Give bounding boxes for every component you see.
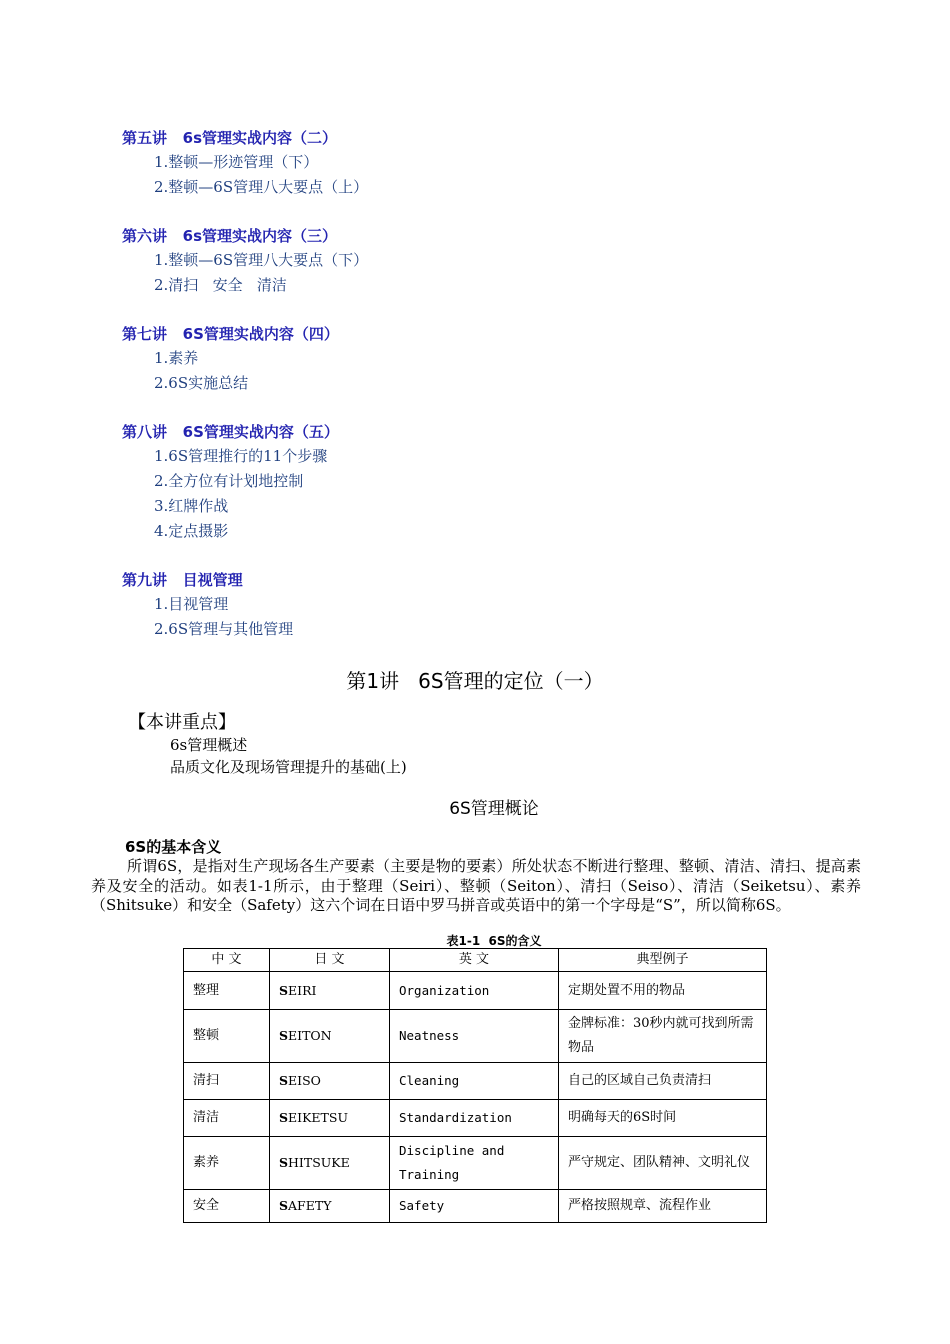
cell-example: 金牌标准：30秒内就可找到所需物品 [559, 1010, 767, 1063]
table-row [184, 1137, 767, 1190]
cell-japanese [270, 1137, 390, 1190]
chapter-title: 第1讲 6S管理的定位（一） [346, 669, 604, 693]
toc-lecture-9 [122, 568, 822, 642]
toc-lecture-title: 第九讲 目视管理 [122, 571, 243, 589]
cell-chinese: 整理 [184, 972, 270, 1010]
cell-english: Discipline and Training [390, 1137, 559, 1190]
toc-item: 1.目视管理 [154, 595, 229, 613]
section-title: 6S管理概论 [449, 799, 539, 819]
column-header: 中 文 [184, 949, 270, 972]
cell-japanese [270, 1190, 390, 1223]
jp-rest: EIKETSU [288, 1110, 348, 1125]
cell-japanese [270, 1063, 390, 1100]
toc-lecture-title: 第六讲 6s管理实战内容（三） [122, 227, 338, 245]
jp-initial: S [279, 1073, 289, 1088]
jp-initial: S [279, 1110, 289, 1125]
column-header: 日 文 [270, 949, 390, 972]
toc-item: 2.6S管理与其他管理 [154, 620, 294, 638]
toc-item: 2.整顿—6S管理八大要点（上） [154, 178, 369, 196]
table-caption: 表1-1 6S的含义 [446, 934, 542, 948]
cell-english: Cleaning [390, 1063, 559, 1100]
table-row [184, 1190, 767, 1223]
toc-item: 1.6S管理推行的11个步骤 [154, 447, 328, 465]
toc-lecture-7 [122, 322, 822, 396]
table-row [184, 1063, 767, 1100]
six-s-table [183, 948, 767, 1223]
focus-item: 品质文化及现场管理提升的基础(上) [170, 758, 407, 776]
jp-rest: EIRI [288, 982, 317, 998]
jp-rest: AFETY [288, 1198, 332, 1213]
cell-japanese [270, 972, 390, 1010]
jp-initial: S [279, 982, 289, 998]
cell-english: Organization [390, 972, 559, 1010]
cell-japanese [270, 1100, 390, 1137]
toc-lecture-5 [122, 126, 822, 200]
toc-item: 1.整顿—形迹管理（下） [154, 153, 319, 171]
table-row [184, 1010, 767, 1063]
cell-chinese: 安全 [184, 1190, 270, 1223]
cell-english: Safety [390, 1190, 559, 1223]
subsection-title: 6S的基本含义 [125, 838, 222, 856]
cell-chinese: 清扫 [184, 1063, 270, 1100]
jp-initial: S [279, 1155, 289, 1170]
cell-english: Neatness [390, 1010, 559, 1063]
table-of-contents [122, 126, 822, 666]
cell-chinese: 整顿 [184, 1010, 270, 1063]
cell-japanese [270, 1010, 390, 1063]
toc-item: 3.红牌作战 [154, 497, 229, 515]
toc-item: 1.素养 [154, 349, 199, 367]
lecture-focus [128, 712, 407, 778]
body-paragraph: 所谓6S，是指对生产现场各生产要素（主要是物的要素）所处状态不断进行整理、整顿、清洁、清扫、提高素养及安全的活动。如表1-1所示，由于整理（Seiri）、整顿（Seiton）、清扫（Seiso）、清洁（Seiketsu）、素养（Shitsuke）和安全（Safety）这六个词在日语中罗马拼音或英语中的第一个字母是“S”，所以简称6S。 [91, 857, 861, 914]
table-row [184, 1100, 767, 1137]
column-header: 英 文 [390, 949, 559, 972]
cell-example: 自己的区域自己负责清扫 [559, 1063, 767, 1100]
toc-item: 1.整顿—6S管理八大要点（下） [154, 251, 369, 269]
cell-english: Standardization [390, 1100, 559, 1137]
jp-rest: EISO [288, 1073, 321, 1088]
cell-example: 定期处置不用的物品 [559, 972, 767, 1010]
toc-lecture-6 [122, 224, 822, 298]
cell-example: 严守规定、团队精神、文明礼仪 [559, 1137, 767, 1190]
toc-item: 2.6S实施总结 [154, 374, 249, 392]
toc-item: 4.定点摄影 [154, 522, 229, 540]
cell-chinese: 素养 [184, 1137, 270, 1190]
column-header: 典型例子 [559, 949, 767, 972]
toc-item: 2.全方位有计划地控制 [154, 472, 304, 490]
cell-example: 严格按照规章、流程作业 [559, 1190, 767, 1223]
jp-rest: HITSUKE [288, 1155, 350, 1170]
toc-lecture-title: 第八讲 6S管理实战内容（五） [122, 423, 339, 441]
jp-initial: S [279, 1028, 289, 1043]
toc-lecture-title: 第七讲 6S管理实战内容（四） [122, 325, 339, 343]
jp-initial: S [279, 1198, 289, 1213]
table-header-row [184, 949, 767, 972]
toc-lecture-title: 第五讲 6s管理实战内容（二） [122, 129, 338, 147]
table-row [184, 972, 767, 1010]
toc-lecture-8 [122, 420, 822, 544]
jp-rest: EITON [288, 1028, 332, 1043]
focus-item: 6s管理概述 [170, 736, 248, 754]
focus-title: 【本讲重点】 [128, 712, 236, 733]
toc-item: 2.清扫 安全 清洁 [154, 276, 287, 294]
cell-chinese: 清洁 [184, 1100, 270, 1137]
cell-example: 明确每天的6S时间 [559, 1100, 767, 1137]
